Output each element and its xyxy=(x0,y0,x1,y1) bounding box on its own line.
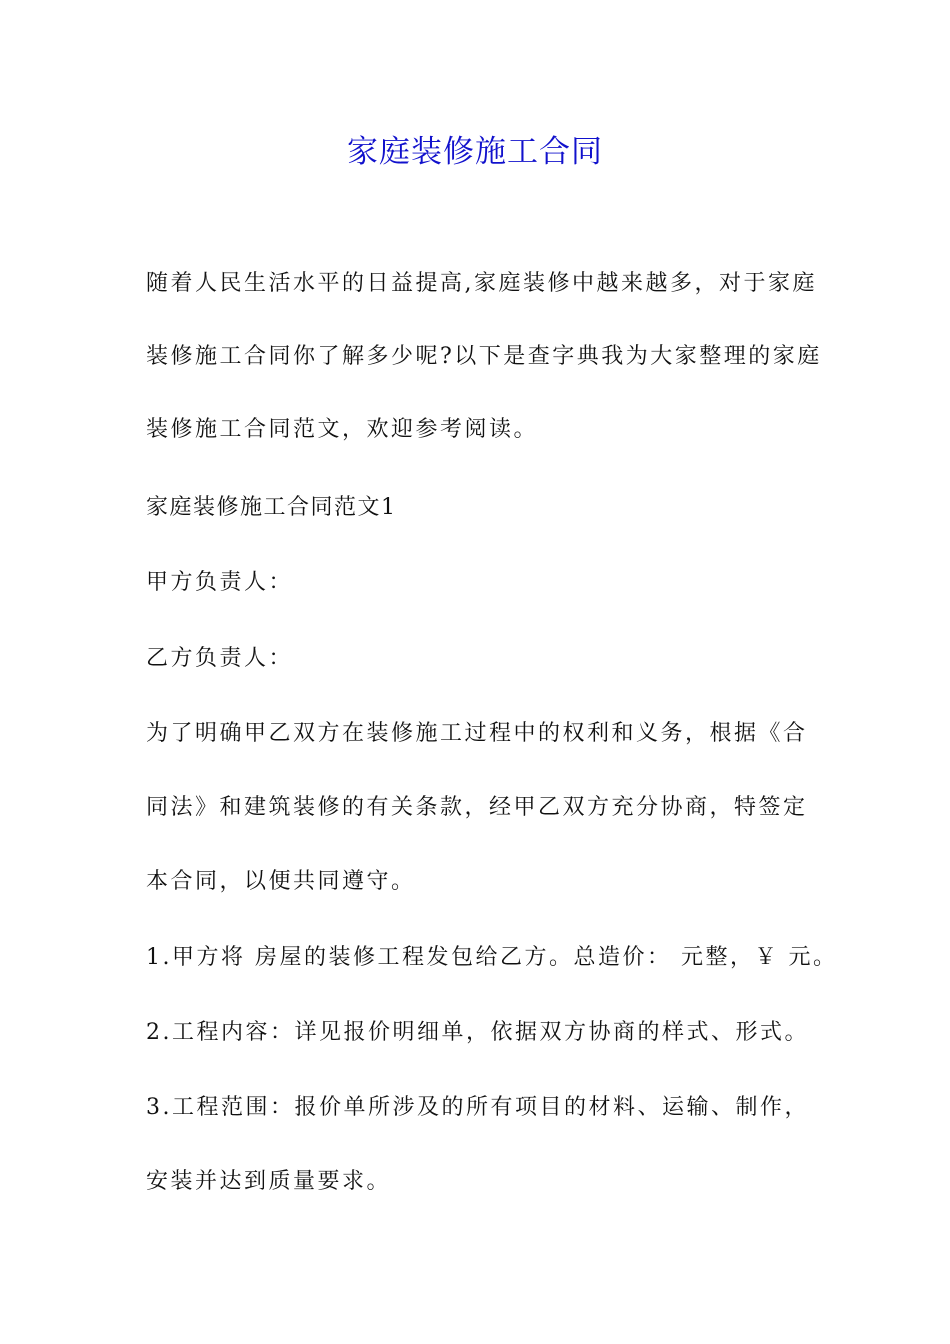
clause-3-line-1: 3.工程范围：报价单所涉及的所有项目的材料、运输、制作， xyxy=(146,1095,809,1120)
document-title: 家庭装修施工合同 xyxy=(347,134,603,170)
party-a-line: 甲方负责人： xyxy=(146,570,294,595)
intro-line-1: 随着人民生活水平的日益提高,家庭装修中越来越多，对于家庭 xyxy=(146,271,817,296)
sample-heading: 家庭装修施工合同范文1 xyxy=(146,495,397,520)
intro-line-3: 装修施工合同范文，欢迎参考阅读。 xyxy=(146,417,539,442)
party-b-line: 乙方负责人： xyxy=(146,646,294,671)
clause-2: 2.工程内容：详见报价明细单，依据双方协商的样式、形式。 xyxy=(146,1020,809,1045)
clause-3-line-2: 安装并达到质量要求。 xyxy=(146,1169,392,1194)
preamble-line-2: 同法》和建筑装修的有关条款，经甲乙双方充分协商，特签定 xyxy=(146,795,808,820)
intro-line-2: 装修施工合同你了解多少呢?以下是查字典我为大家整理的家庭 xyxy=(146,344,822,369)
preamble-line-3: 本合同，以便共同遵守。 xyxy=(146,869,416,894)
preamble-line-1: 为了明确甲乙双方在装修施工过程中的权利和义务，根据《合 xyxy=(146,721,808,746)
clause-1: 1.甲方将 房屋的装修工程发包给乙方。总造价： 元整，￥ 元。 xyxy=(146,945,838,970)
